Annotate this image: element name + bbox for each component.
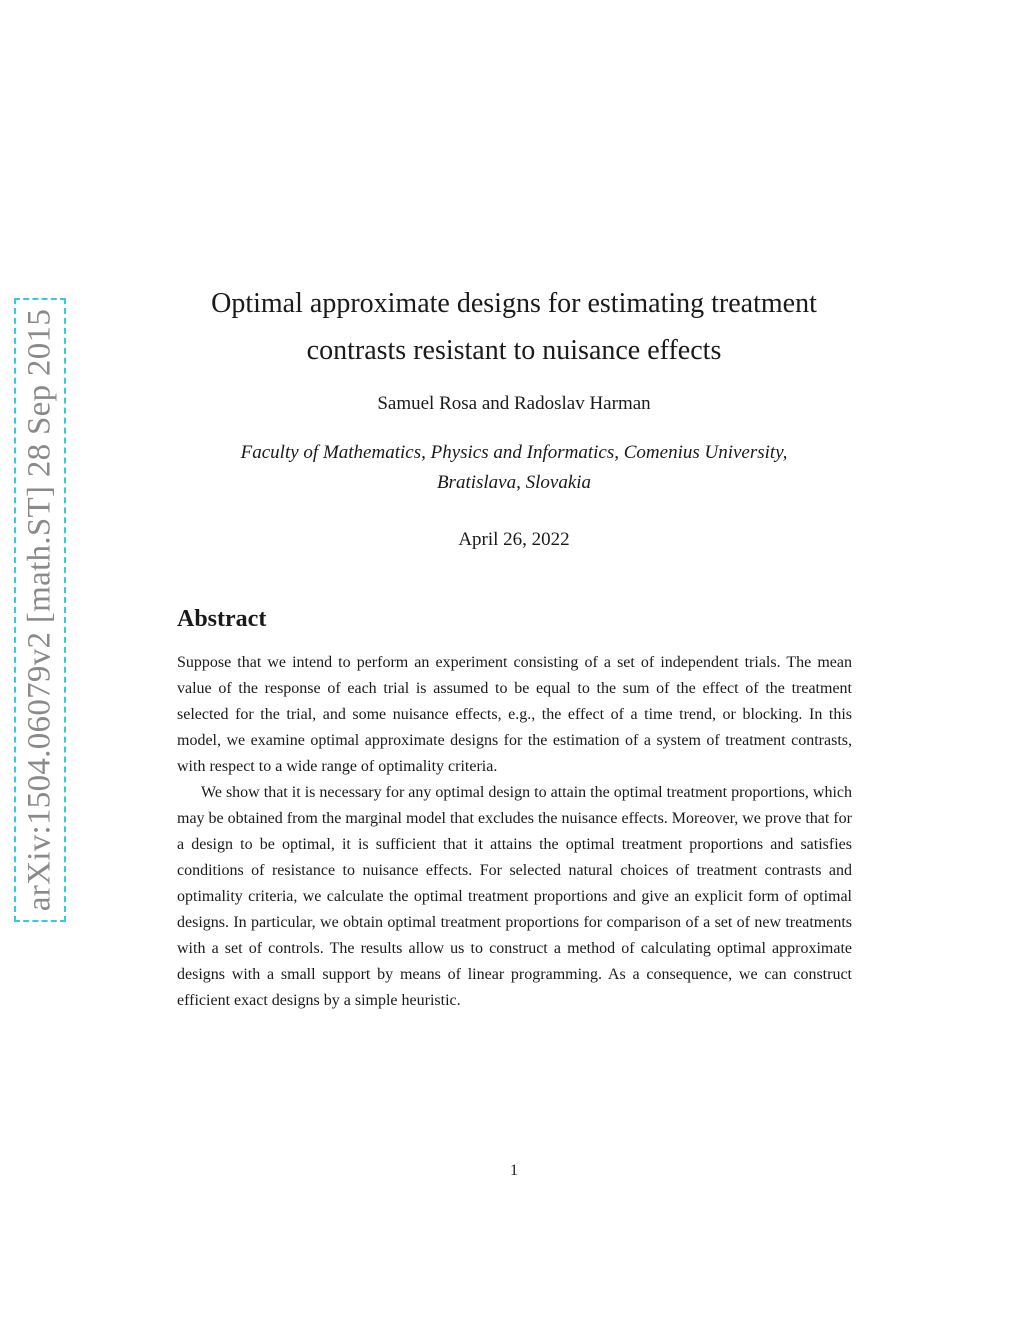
- affiliation: [150, 438, 878, 498]
- paper-title: [150, 280, 878, 374]
- abstract-paragraph-2: We show that it is necessary for any optimal design to attain the optimal treatment proportions, which may be obtained from the marginal model that excludes the nuisance effects. Moreover, we prove that for a design to be optimal, it is sufficient that it attains the optimal treatment proportions and satisfies conditions of resistance to nuisance effects. For selected natural choices of treatment contrasts and optimality criteria, we calculate the optimal treatment proportions and give an explicit form of optimal designs. In particular, we obtain optimal treatment proportions for comparison of a set of new treatments with a set of controls. The results allow us to construct a method of calculating optimal approximate designs with a small support by means of linear programming. As a consequence, we can construct efficient exact designs by a simple heuristic.: [177, 784, 852, 1009]
- abstract-heading: Abstract: [177, 606, 267, 632]
- arxiv-id[interactable]: arXiv:1504.06079v2 [math.ST] 28 Sep 2015: [21, 308, 58, 912]
- affiliation-line-2: Bratislava, Slovakia: [436, 472, 592, 493]
- abstract-body: [177, 650, 852, 1014]
- title-line-2: contrasts resistant to nuisance effects: [306, 335, 722, 366]
- page-number: 1: [510, 1162, 518, 1179]
- arxiv-stamp[interactable]: [14, 298, 66, 922]
- title-line-1: Optimal approximate designs for estimating treatment: [211, 288, 817, 319]
- paper-date: April 26, 2022: [458, 529, 570, 550]
- authors: Samuel Rosa and Radoslav Harman: [377, 393, 651, 414]
- abstract-paragraph-1: Suppose that we intend to perform an experiment consisting of a set of independent trials. The mean value of the response of each trial is assumed to be equal to the sum of the effect of the treatment selected for the trial, and some nuisance effects, e.g., the effect of a time trend, or blocking. In this model, we examine optimal approximate designs for the estimation of a system of treatment contrasts, with respect to a wide range of optimality criteria.: [177, 654, 852, 775]
- affiliation-line-1: Faculty of Mathematics, Physics and Informatics, Comenius University,: [240, 442, 788, 463]
